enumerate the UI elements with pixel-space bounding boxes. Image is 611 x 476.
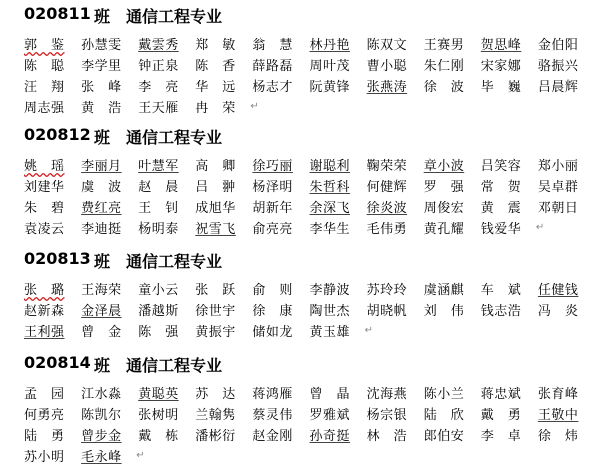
- student-name: 周叶茂: [309, 59, 351, 74]
- class-code: 020811: [24, 4, 91, 23]
- major-name: 通信工程专业: [126, 128, 223, 147]
- student-name: 黄 震: [480, 201, 522, 216]
- student-name: 林丹艳: [309, 38, 351, 53]
- student-name: 常 贺: [480, 180, 522, 195]
- student-name: 吕 翀: [195, 180, 236, 195]
- student-name: 李华生: [309, 222, 351, 237]
- student-name: 王敬中: [537, 408, 579, 423]
- student-name: 张燕涛: [366, 80, 408, 95]
- student-name: 潘越斯: [138, 304, 179, 319]
- student-name: 徐 波: [423, 80, 465, 95]
- student-name: 李学里: [81, 59, 122, 74]
- student-name: 骆振兴: [537, 59, 579, 74]
- student-name: 徐 炜: [537, 429, 579, 444]
- student-name: 何勇亮: [24, 408, 65, 423]
- student-name: 苏玲玲: [366, 283, 408, 298]
- student-name: 虞 波: [81, 180, 122, 195]
- student-name: 王 钊: [138, 201, 179, 216]
- student-name: 李丽月: [81, 159, 122, 174]
- class-word: 班: [94, 356, 111, 375]
- student-name: 罗雅斌: [309, 408, 351, 423]
- student-name: 高 卿: [195, 159, 236, 174]
- student-name: 刘建华: [24, 180, 65, 195]
- student-name: 张树明: [138, 408, 179, 423]
- section-heading: [24, 249, 609, 271]
- student-name: 徐 康: [252, 304, 293, 319]
- student-name: 陈 强: [138, 325, 179, 340]
- student-name: 苏小明: [24, 450, 65, 465]
- name-row: [24, 282, 609, 303]
- student-name: 曾 金: [81, 325, 122, 340]
- student-name: 何健辉: [366, 180, 408, 195]
- student-name: 张 璐: [24, 283, 65, 298]
- student-name: 苏 达: [195, 387, 236, 402]
- student-name: 毛伟勇: [366, 222, 408, 237]
- student-name: 曾 晶: [309, 387, 351, 402]
- student-name: 李静波: [309, 283, 351, 298]
- class-section: [24, 4, 609, 121]
- student-name: 钟正泉: [138, 59, 179, 74]
- student-name: 郑 敏: [195, 38, 236, 53]
- class-section: [24, 125, 609, 242]
- student-name: 徐巧丽: [252, 159, 293, 174]
- student-name: 黄孔耀: [423, 222, 465, 237]
- student-name: 童小云: [138, 283, 179, 298]
- name-row: [24, 58, 609, 79]
- student-name: 王利强: [24, 325, 65, 340]
- student-name: 郑小丽: [537, 159, 579, 174]
- student-name: 孟 园: [24, 387, 65, 402]
- student-name: 谢聪利: [309, 159, 351, 174]
- student-name: 张 跃: [195, 283, 236, 298]
- student-name: 陈小兰: [423, 387, 465, 402]
- student-name: 陈 聪: [24, 59, 65, 74]
- student-name: 沈海燕: [366, 387, 408, 402]
- student-name: 章小波: [423, 159, 465, 174]
- student-name: 金泽晨: [81, 304, 122, 319]
- name-row: [24, 179, 609, 200]
- name-row: [24, 158, 609, 179]
- student-name: 蒋忠斌: [480, 387, 522, 402]
- student-name: 阮黄锋: [309, 80, 351, 95]
- student-name: 毕 巍: [480, 80, 522, 95]
- class-word: 班: [94, 7, 111, 26]
- student-name-grid: [24, 37, 609, 121]
- student-name: 郎伯安: [423, 429, 465, 444]
- student-name: 吴卓群: [537, 180, 579, 195]
- student-name: 孙慧雯: [81, 38, 122, 53]
- student-name: 翁 慧: [252, 38, 293, 53]
- class-code: 020814: [24, 353, 91, 372]
- student-name: 王海荣: [81, 283, 122, 298]
- paragraph-mark-icon: ↵: [535, 222, 545, 233]
- student-name: 戴 勇: [480, 408, 522, 423]
- student-name: 毛永峰: [81, 450, 122, 465]
- student-name: 钱爱华: [480, 222, 522, 237]
- class-section: [24, 353, 609, 470]
- class-code: 020813: [24, 249, 91, 268]
- student-name: 汪 翔: [24, 80, 65, 95]
- student-name: 陶世杰: [309, 304, 351, 319]
- student-name: 王赛男: [423, 38, 465, 53]
- student-name: 赵金刚: [252, 429, 293, 444]
- student-name: 钱志浩: [480, 304, 522, 319]
- student-name: 薛路磊: [252, 59, 293, 74]
- student-name-grid: [24, 386, 609, 470]
- student-name: 周俊宏: [423, 201, 465, 216]
- class-word: 班: [94, 252, 111, 271]
- name-row: [24, 37, 609, 58]
- student-name: 余深飞: [309, 201, 351, 216]
- student-name: 徐炎波: [366, 201, 408, 216]
- student-name: 李 卓: [480, 429, 522, 444]
- student-name: 车 斌: [480, 283, 522, 298]
- student-name: 吕笑容: [480, 159, 522, 174]
- student-name: 华 远: [195, 80, 236, 95]
- student-name: 孙奇挺: [309, 429, 351, 444]
- student-name: 储如龙: [252, 325, 293, 340]
- student-name: 江水淼: [81, 387, 122, 402]
- student-name: 杨明泰: [138, 222, 179, 237]
- student-name: 李迪挺: [81, 222, 122, 237]
- student-name: 张育峰: [537, 387, 579, 402]
- section-heading: [24, 353, 609, 375]
- section-heading: [24, 125, 609, 147]
- student-name: 袁凌云: [24, 222, 65, 237]
- student-name: 戴 栋: [138, 429, 179, 444]
- name-row: [24, 303, 609, 324]
- student-name: 朱哲科: [309, 180, 351, 195]
- major-name: 通信工程专业: [126, 7, 223, 26]
- student-name: 郭 鉴: [24, 38, 65, 53]
- student-name: 贺思峰: [480, 38, 522, 53]
- section-heading: [24, 4, 609, 26]
- student-name: 王天雁: [138, 101, 179, 116]
- student-name-grid: [24, 158, 609, 242]
- major-name: 通信工程专业: [126, 252, 223, 271]
- class-section: [24, 249, 609, 345]
- student-name: 吕晨辉: [537, 80, 579, 95]
- name-row: [24, 324, 609, 345]
- student-name: 赵 晨: [138, 180, 179, 195]
- student-name: 姚 瑶: [24, 159, 65, 174]
- name-row: [24, 449, 609, 470]
- student-name: 冉 荣: [195, 101, 236, 116]
- student-name: 鞠荣荣: [366, 159, 408, 174]
- student-name: 戴雲秀: [138, 38, 179, 53]
- student-name: 冯 炎: [537, 304, 579, 319]
- name-row: [24, 407, 609, 428]
- student-name: 兰翰隽: [195, 408, 236, 423]
- paragraph-mark-icon: ↵: [250, 101, 259, 112]
- student-name: 周志强: [24, 101, 65, 116]
- student-name: 陆 勇: [24, 429, 65, 444]
- student-name: 陈凯尔: [81, 408, 122, 423]
- student-name-grid: [24, 282, 609, 345]
- student-name: 陆 欣: [423, 408, 465, 423]
- student-name: 李 亮: [138, 80, 179, 95]
- student-name: 赵新森: [24, 304, 65, 319]
- student-name: 费红亮: [81, 201, 122, 216]
- student-name: 黄振宇: [195, 325, 236, 340]
- student-name: 朱 碧: [24, 201, 65, 216]
- name-row: [24, 200, 609, 221]
- student-name: 朱仁刚: [423, 59, 465, 74]
- student-name: 蒋鸿雁: [252, 387, 293, 402]
- student-name: 张 峰: [81, 80, 122, 95]
- student-name: 曾步金: [81, 429, 122, 444]
- student-name: 叶慧军: [138, 159, 179, 174]
- student-name: 黄玉雄: [309, 325, 351, 340]
- student-name: 邓朝日: [537, 201, 579, 216]
- student-name: 黄聪英: [138, 387, 179, 402]
- student-name: 金伯阳: [537, 38, 579, 53]
- name-row: [24, 79, 609, 100]
- student-name: 罗 强: [423, 180, 465, 195]
- student-name: 宋家娜: [480, 59, 522, 74]
- student-name: 虞涵麒: [423, 283, 465, 298]
- student-name: 杨志才: [252, 80, 293, 95]
- student-name: 祝雪飞: [195, 222, 236, 237]
- student-name: 刘 伟: [423, 304, 465, 319]
- student-name: 徐世宇: [195, 304, 236, 319]
- student-name: 杨泽明: [252, 180, 293, 195]
- name-row: [24, 100, 609, 121]
- student-name: 陈双文: [366, 38, 408, 53]
- name-row: [24, 221, 609, 242]
- student-name: 胡新年: [252, 201, 293, 216]
- name-row: [24, 386, 609, 407]
- name-row: [24, 428, 609, 449]
- student-name: 俞 则: [252, 283, 293, 298]
- paragraph-mark-icon: ↵: [136, 450, 145, 461]
- student-name: 黄 浩: [81, 101, 122, 116]
- student-name: 陈 香: [195, 59, 236, 74]
- class-code: 020812: [24, 125, 91, 144]
- student-name: 潘彬衍: [195, 429, 236, 444]
- class-word: 班: [94, 128, 111, 147]
- student-name: 俞亮亮: [252, 222, 293, 237]
- student-name: 杨宗银: [366, 408, 408, 423]
- student-name: 任健钱: [537, 283, 579, 298]
- major-name: 通信工程专业: [126, 356, 223, 375]
- student-name: 成旭华: [195, 201, 236, 216]
- student-name: 林 浩: [366, 429, 408, 444]
- student-name: 蔡灵伟: [252, 408, 293, 423]
- paragraph-mark-icon: ↵: [364, 325, 373, 336]
- student-name: 胡晓帆: [366, 304, 408, 319]
- student-name: 曹小聪: [366, 59, 408, 74]
